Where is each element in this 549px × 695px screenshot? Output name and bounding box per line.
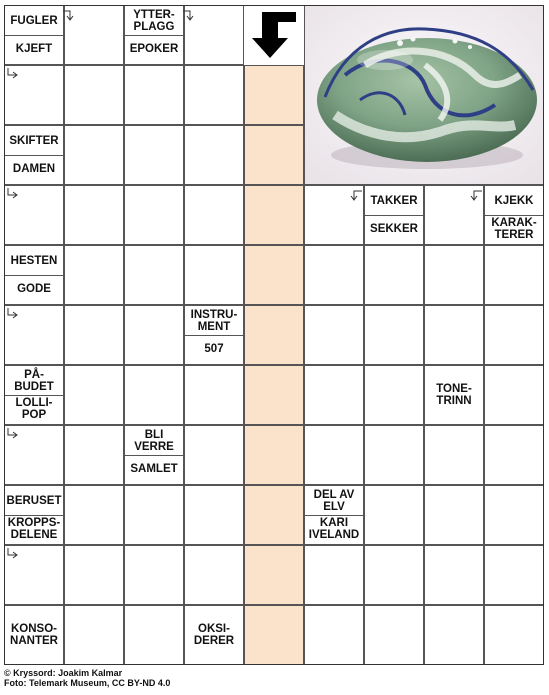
- grid-cell[interactable]: [304, 185, 364, 245]
- grid-cell[interactable]: [244, 485, 304, 545]
- grid-cell[interactable]: [364, 245, 424, 305]
- grid-cell: [484, 185, 544, 245]
- grid-cell: [304, 485, 364, 545]
- grid-cell[interactable]: [184, 65, 244, 125]
- grid-cell[interactable]: [244, 125, 304, 185]
- clue-text: EPOKER: [129, 43, 179, 55]
- grid-cell[interactable]: [304, 245, 364, 305]
- grid-cell[interactable]: [64, 65, 124, 125]
- grid-cell[interactable]: [64, 125, 124, 185]
- grid-cell: [124, 425, 184, 485]
- grid-cell[interactable]: [64, 305, 124, 365]
- clue-text: YTTER- PLAGG: [133, 8, 175, 33]
- grid-cell: [4, 125, 64, 185]
- clue-arrow-left-down-icon: [469, 189, 483, 201]
- grid-cell[interactable]: [364, 305, 424, 365]
- grid-cell[interactable]: [364, 605, 424, 665]
- grid-cell[interactable]: [64, 545, 124, 605]
- grid-cell[interactable]: [4, 545, 64, 605]
- grid-cell: [4, 245, 64, 305]
- grid-cell[interactable]: [424, 485, 484, 545]
- clue-text: DAMEN: [12, 163, 56, 175]
- grid-cell[interactable]: [244, 425, 304, 485]
- grid-cell: [184, 305, 244, 365]
- clue-arrow-left-down-icon: [349, 189, 363, 201]
- grid-cell[interactable]: [364, 365, 424, 425]
- grid-cell[interactable]: [244, 605, 304, 665]
- clue-text: KROPPS- DELENE: [7, 517, 61, 541]
- clue-arrow-down-right-icon: [6, 187, 20, 201]
- grid-cell[interactable]: [184, 125, 244, 185]
- clue-text: KARAK- TERER: [491, 217, 537, 241]
- clue-text: INSTRU- MENT: [190, 308, 238, 333]
- grid-cell[interactable]: [124, 545, 184, 605]
- clue-text: KARI IVELAND: [308, 517, 360, 541]
- grid-cell: [364, 185, 424, 245]
- clue-text: 507: [204, 343, 224, 355]
- grid-cell[interactable]: [484, 305, 544, 365]
- grid-cell[interactable]: [424, 545, 484, 605]
- grid-cell: [424, 365, 484, 425]
- grid-cell[interactable]: [484, 365, 544, 425]
- clue-arrow-right-down-icon: [182, 9, 196, 21]
- grid-cell[interactable]: [184, 485, 244, 545]
- clue-text: OKSI- DERER: [193, 623, 235, 647]
- grid-cell[interactable]: [244, 245, 304, 305]
- grid-cell[interactable]: [124, 305, 184, 365]
- grid-cell[interactable]: [304, 365, 364, 425]
- clue-text: KONSO- NANTER: [10, 623, 58, 647]
- grid-cell[interactable]: [424, 185, 484, 245]
- grid-cell[interactable]: [4, 425, 64, 485]
- grid-cell[interactable]: [424, 245, 484, 305]
- grid-cell[interactable]: [124, 365, 184, 425]
- grid-cell[interactable]: [184, 365, 244, 425]
- grid-cell[interactable]: [124, 125, 184, 185]
- grid-cell[interactable]: [4, 305, 64, 365]
- clue-text: GODE: [17, 283, 51, 295]
- grid-cell[interactable]: [364, 425, 424, 485]
- grid-cell[interactable]: [304, 425, 364, 485]
- credits-puzzle: © Kryssord: Joakim Kalmar: [4, 668, 123, 678]
- grid-cell[interactable]: [424, 425, 484, 485]
- grid-cell[interactable]: [244, 185, 304, 245]
- clue-text: SKIFTER: [9, 134, 59, 147]
- grid-cell[interactable]: [484, 245, 544, 305]
- grid-cell[interactable]: [64, 245, 124, 305]
- clue-text: BERUSET: [6, 494, 62, 507]
- grid-cell[interactable]: [64, 485, 124, 545]
- grid-cell[interactable]: [484, 485, 544, 545]
- grid-cell: [4, 485, 64, 545]
- grid-cell[interactable]: [304, 545, 364, 605]
- clue-arrow-down-right-icon: [6, 307, 20, 321]
- grid-cell[interactable]: [64, 365, 124, 425]
- clue-text: KJEFT: [15, 43, 53, 55]
- grid-cell[interactable]: [304, 605, 364, 665]
- grid-cell[interactable]: [364, 545, 424, 605]
- grid-cell[interactable]: [124, 245, 184, 305]
- grid-cell: [4, 605, 64, 665]
- grid-cell[interactable]: [484, 425, 544, 485]
- clue-arrow-right-down-icon: [62, 9, 76, 21]
- clue-text: SAMLET: [130, 463, 178, 475]
- clue-arrow-down-right-icon: [6, 427, 20, 441]
- grid-cell[interactable]: [4, 185, 64, 245]
- clue-text: SEKKER: [370, 223, 418, 235]
- clue-text: DEL AV ELV: [313, 488, 355, 513]
- grid-cell[interactable]: [124, 185, 184, 245]
- grid-cell[interactable]: [244, 305, 304, 365]
- credits: [4, 668, 170, 688]
- grid-cell[interactable]: [364, 485, 424, 545]
- ceramic-bowl-photo-icon: [305, 5, 544, 185]
- clue-text: PÅ- BUDET: [14, 368, 54, 393]
- clue-text: HESTEN: [10, 254, 58, 267]
- grid-cell[interactable]: [64, 425, 124, 485]
- clue-text: TAKKER: [370, 194, 418, 207]
- grid-cell[interactable]: [64, 185, 124, 245]
- grid-cell[interactable]: [64, 605, 124, 665]
- clue-text: BLI VERRE: [134, 428, 174, 453]
- grid-cell[interactable]: [184, 545, 244, 605]
- grid-cell[interactable]: [124, 605, 184, 665]
- grid-cell[interactable]: [124, 65, 184, 125]
- grid-cell: [124, 5, 184, 65]
- grid-cell[interactable]: [244, 365, 304, 425]
- clue-arrow-down-right-icon: [6, 67, 20, 81]
- grid-cell[interactable]: [184, 245, 244, 305]
- clue-text: FUGLER: [10, 14, 58, 27]
- grid-cell[interactable]: [244, 65, 304, 125]
- big-down-arrow-icon: [248, 10, 300, 65]
- grid-cell[interactable]: [304, 305, 364, 365]
- clue-arrow-down-right-icon: [6, 547, 20, 561]
- clue-text: LOLLI- POP: [15, 397, 53, 421]
- grid-cell[interactable]: [4, 65, 64, 125]
- grid-cell: [4, 5, 64, 65]
- clue-photo: [304, 5, 544, 185]
- grid-cell[interactable]: [424, 605, 484, 665]
- clue-text: KJEKK: [494, 194, 534, 207]
- grid-cell[interactable]: [184, 425, 244, 485]
- grid-cell[interactable]: [484, 545, 544, 605]
- grid-cell[interactable]: [244, 545, 304, 605]
- grid-cell: [4, 365, 64, 425]
- grid-cell[interactable]: [484, 605, 544, 665]
- credits-photo: Foto: Telemark Museum, CC BY-ND 4.0: [4, 678, 171, 688]
- grid-cell[interactable]: [424, 305, 484, 365]
- grid-cell: [184, 605, 244, 665]
- clue-text: TONE- TRINN: [436, 383, 472, 407]
- grid-cell[interactable]: [124, 485, 184, 545]
- grid-cell[interactable]: [184, 185, 244, 245]
